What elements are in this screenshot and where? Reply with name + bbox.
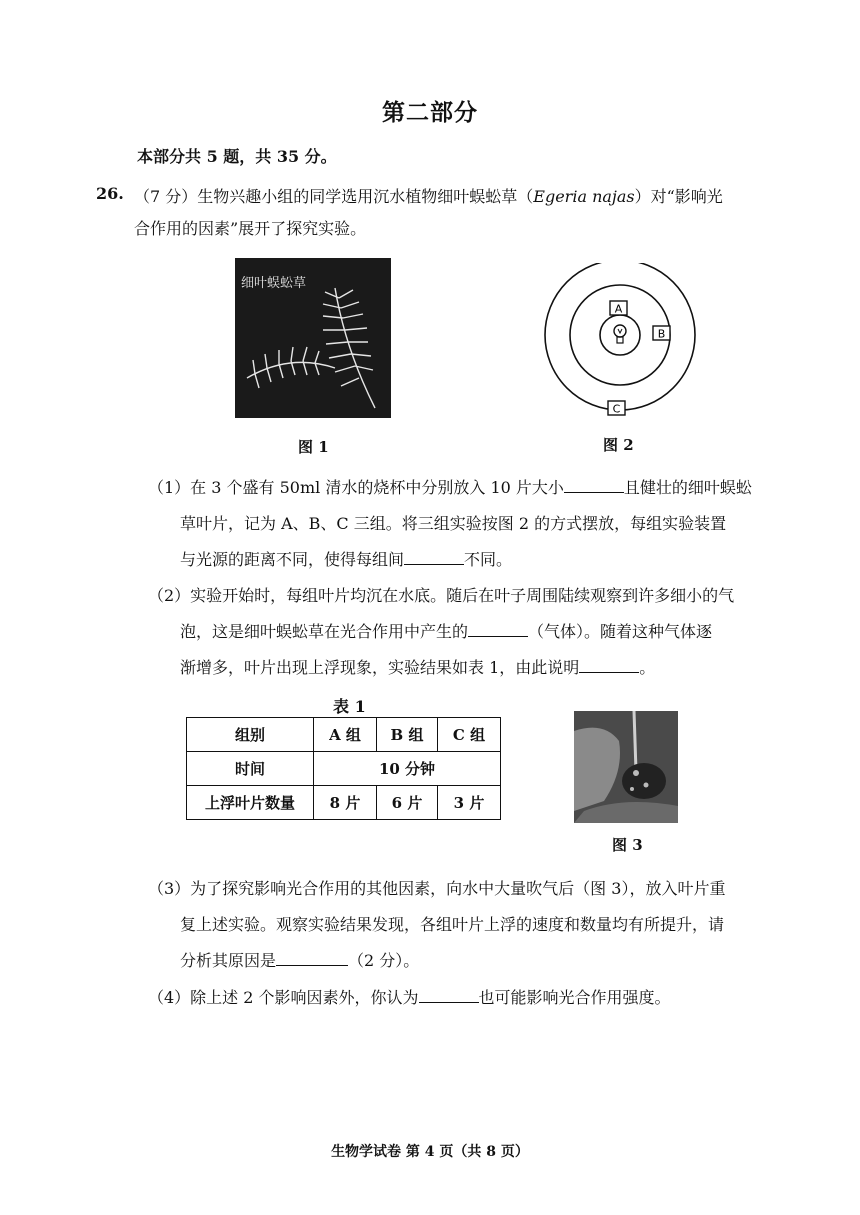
light-bulb-icon [614, 325, 626, 343]
svg-text:B: B [657, 327, 666, 341]
table-row [187, 752, 501, 786]
part3-line2: 复上述实验。观察实验结果发现，各组叶片上浮的速度和数量均有所提升，请 [180, 915, 725, 934]
answer-blank-6[interactable] [419, 988, 479, 1003]
part2-line2 [180, 619, 712, 642]
blowing-air-photo-icon [574, 711, 678, 823]
inner-ring [600, 315, 640, 355]
answer-blank-4[interactable] [579, 658, 639, 673]
label-b-box [653, 326, 670, 341]
answer-blank-5[interactable] [276, 951, 348, 966]
answer-blank-1[interactable] [564, 478, 624, 493]
section-intro: 本部分共 5 题，共 35 分。 [137, 147, 337, 166]
stem-text-a: （7 分）生物兴趣小组的同学选用沉水植物细叶蜈蚣草（ [134, 187, 534, 206]
part4-text-b: 也可能影响光合作用强度。 [478, 988, 671, 1007]
table-cell: 10 分钟 [314, 752, 501, 786]
table-cell: 6 片 [377, 786, 438, 820]
part2-text-b: （气体）。随着这种气体逐 [528, 622, 713, 641]
table-header-cell: C 组 [438, 718, 501, 752]
question-number: 26. [96, 184, 124, 203]
table-header-cell: 组别 [187, 718, 314, 752]
part4-line1 [148, 985, 671, 1008]
part3-text-a: 分析其原因是 [180, 951, 277, 970]
part2-text-a: 泡，这是细叶蜈蚣草在光合作用中产生的 [180, 622, 469, 641]
part1-text-a: （1）在 3 个盛有 50ml 清水的烧杯中分别放入 10 片大小 [148, 478, 564, 497]
part1-text-d: 不同。 [464, 550, 513, 569]
table-cell: 时间 [187, 752, 314, 786]
answer-blank-2[interactable] [404, 550, 464, 565]
part2-text-c: 渐增多，叶片出现上浮现象，实验结果如表 1，由此说明 [180, 658, 580, 677]
plant-photo-icon [235, 258, 391, 418]
stem-text-b: ）对“影响光 [634, 187, 723, 206]
label-c-box [608, 401, 625, 416]
section-title: 第二部分 [382, 99, 478, 126]
table-cell: 上浮叶片数量 [187, 786, 314, 820]
label-a-box [610, 301, 627, 316]
part1-line2: 草叶片，记为 A、B、C 三组。将三组实验按图 2 的方式摆放，每组实验装置 [180, 514, 727, 533]
figure1-inner-label: 细叶蜈蚣草 [241, 276, 307, 291]
svg-text:A: A [614, 302, 623, 316]
table1 [186, 717, 501, 820]
figure1-photo [235, 258, 391, 418]
part3-line1: （3）为了探究影响光合作用的其他因素，向水中大量吹气后（图 3），放入叶片重 [148, 879, 726, 898]
question-stem-line2: 合作用的因素”展开了探究实验。 [134, 219, 367, 238]
answer-blank-3[interactable] [468, 622, 528, 637]
species-name: Egeria najas [533, 187, 635, 206]
table-row [187, 718, 501, 752]
figure1-caption: 图 1 [298, 438, 329, 456]
figure3-caption: 图 3 [612, 836, 643, 854]
part2-text-d: 。 [639, 658, 656, 677]
figure2-caption: 图 2 [603, 436, 634, 454]
svg-text:C: C [612, 402, 621, 416]
part1-line1 [148, 475, 752, 498]
page-footer: 生物学试卷 第 4 页（共 8 页） [331, 1144, 529, 1160]
part3-line3 [180, 948, 419, 971]
question-stem-line1 [134, 184, 723, 207]
part1-line3 [180, 547, 512, 570]
figure3-photo [574, 711, 678, 823]
part1-text-b: 且健壮的细叶蜈蚣 [623, 478, 752, 497]
table-header-cell: B 组 [377, 718, 438, 752]
table-cell: 3 片 [438, 786, 501, 820]
part4-text-a: （4）除上述 2 个影响因素外，你认为 [148, 988, 419, 1007]
table1-title: 表 1 [333, 697, 366, 716]
part2-line3 [180, 655, 655, 678]
figure2-diagram [540, 263, 700, 423]
table-header-cell: A 组 [314, 718, 377, 752]
part3-text-b: （2 分）。 [348, 951, 420, 970]
table-cell: 8 片 [314, 786, 377, 820]
part1-text-c: 与光源的距离不同，使得每组间 [180, 550, 405, 569]
part2-line1: （2）实验开始时，每组叶片均沉在水底。随后在叶子周围陆续观察到许多细小的气 [148, 586, 735, 605]
table-row [187, 786, 501, 820]
